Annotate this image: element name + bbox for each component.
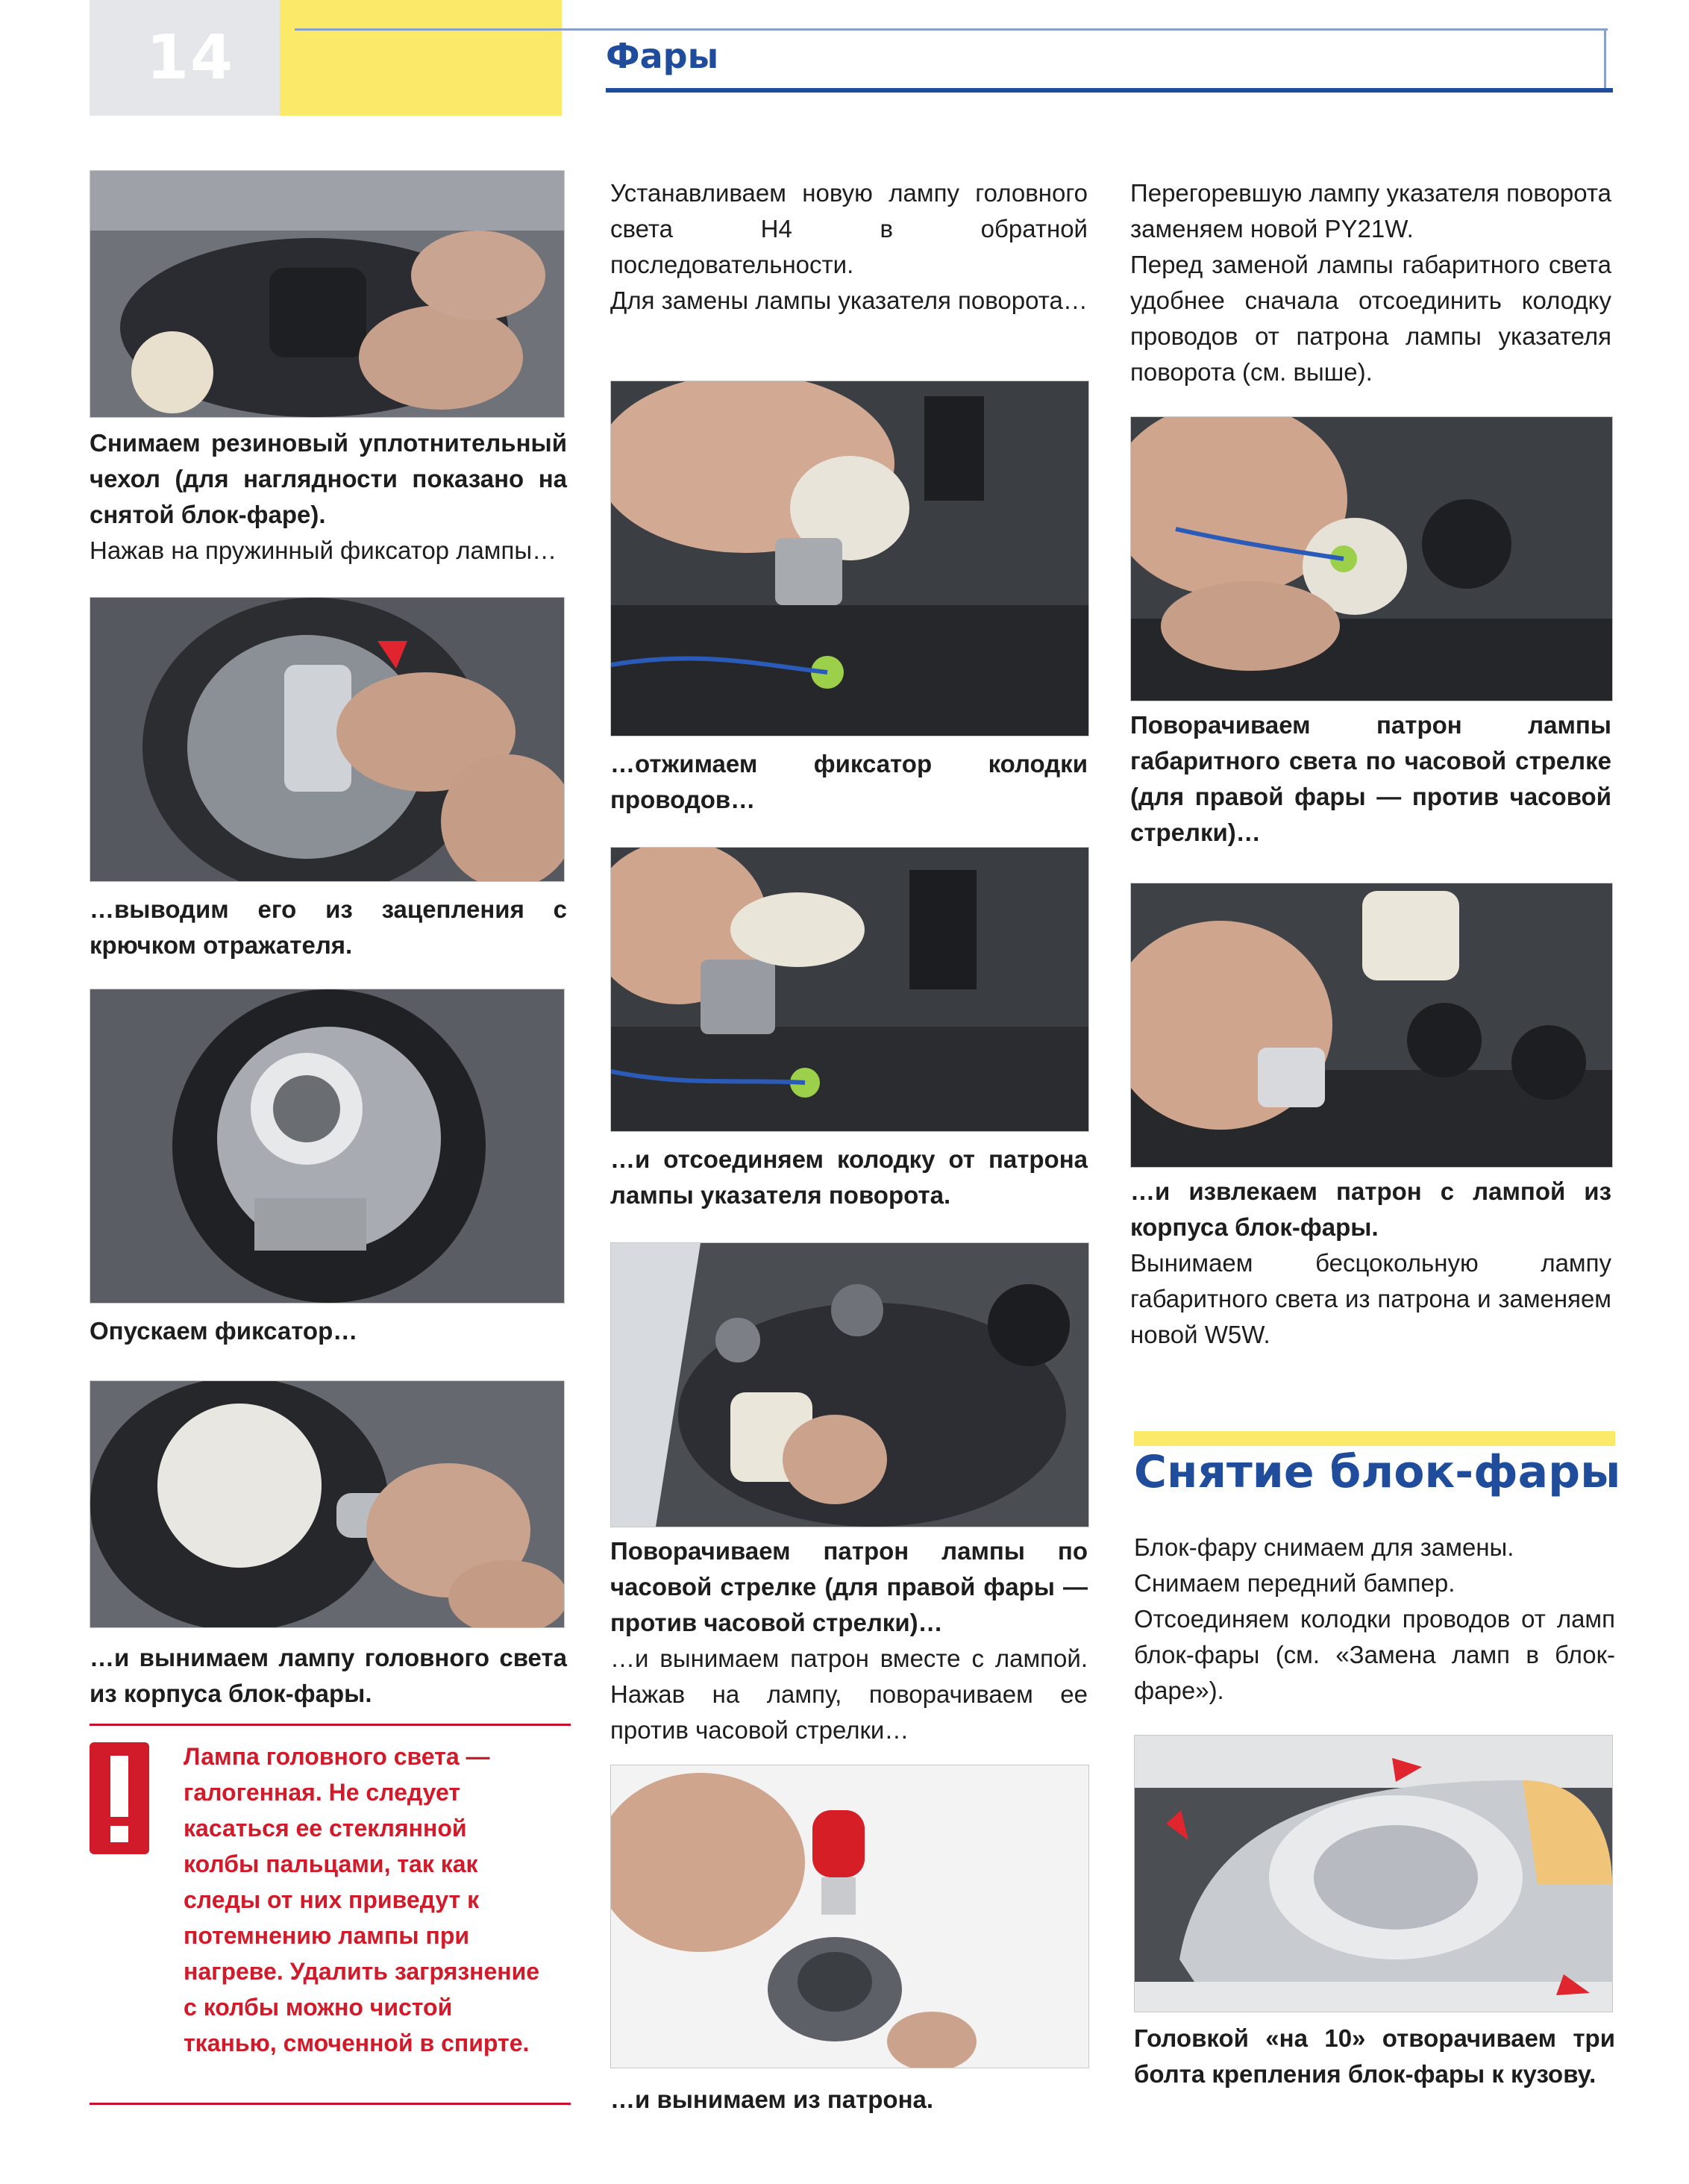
warning-top-rule bbox=[90, 1724, 571, 1726]
photo-press-connector-latch bbox=[610, 381, 1089, 736]
col2-intro-1: Устанавливаем новую лампу головного света H4 в обратной последовательности. bbox=[610, 179, 1088, 278]
col3-intro-2: Перед заменой лампы габаритного света удобнее сначала отсоединить колодку проводов от патрона лампы указателя поворота (см. выше). bbox=[1130, 251, 1611, 386]
col3-caption-2-normal: Вынимаем бесцокольную лампу габаритного света из патрона и заменяем новой W5W. bbox=[1130, 1249, 1611, 1348]
col2-caption-4: …и вынимаем из патрона. bbox=[610, 2086, 934, 2113]
subhead-yellow-bar bbox=[1134, 1431, 1615, 1446]
photo-disconnect-connector bbox=[610, 847, 1089, 1132]
col1-caption-2: …выводим его из зацепления с крючком отражателя. bbox=[90, 895, 567, 959]
header-yellow-band bbox=[280, 0, 562, 116]
photo-lower-clip bbox=[90, 989, 565, 1304]
col1-caption-1-normal: Нажав на пружинный фиксатор лампы… bbox=[90, 536, 557, 564]
col3-caption-3: Головкой «на 10» отворачиваем три болта крепления блок-фары к кузову. bbox=[1134, 2024, 1615, 2088]
col1-caption-1-bold: Снимаем резиновый уплотнительный чехол (для наглядности показано на снятой блок-фаре). bbox=[90, 429, 567, 528]
col2-caption-2: …и отсоединяем колодку от патрона лампы указателя поворота. bbox=[610, 1145, 1088, 1209]
col3-body-3: Отсоединяем колодки проводов от ламп блок-фары (см. «Замена ламп в блок-фаре»). bbox=[1134, 1605, 1615, 1704]
col2-caption-3-normal: …и вынимаем патрон вместе с лампой. Нажав на лампу, поворачиваем ее против часовой стрелки… bbox=[610, 1645, 1088, 1744]
photo-rubber-cover bbox=[90, 170, 565, 418]
section-title: Фары bbox=[606, 36, 719, 76]
col3-caption-1: Поворачиваем патрон лампы габаритного света по часовой стрелке (для правой фары — против часовой стрелки)… bbox=[1130, 711, 1611, 846]
photo-rotate-parking-light-socket bbox=[1130, 416, 1613, 701]
photo-extract-parking-light-socket bbox=[1130, 883, 1613, 1168]
warning-bottom-rule bbox=[90, 2103, 571, 2105]
photo-remove-bulb-from-socket bbox=[610, 1765, 1089, 2068]
header-vertical-rule bbox=[1604, 28, 1606, 93]
col2-intro-2: Для замены лампы указателя поворота… bbox=[610, 287, 1088, 314]
col3-body-2: Снимаем передний бампер. bbox=[1134, 1569, 1455, 1597]
header-thin-rule bbox=[295, 28, 1608, 31]
col2-caption-3-bold: Поворачиваем патрон лампы по часовой стрелке (для правой фары — против часовой стрелки)… bbox=[610, 1537, 1088, 1636]
page-number: 14 bbox=[90, 0, 291, 116]
photo-headlight-bolts bbox=[1134, 1735, 1613, 2012]
col3-caption-2-bold: …и извлекаем патрон с лампой из корпуса блок-фары. bbox=[1130, 1177, 1611, 1241]
col1-caption-3: Опускаем фиксатор… bbox=[90, 1317, 358, 1345]
photo-remove-bulb bbox=[90, 1380, 565, 1628]
photo-lamp-spring-clip bbox=[90, 597, 565, 882]
subhead-title: Снятие блок-фары bbox=[1134, 1446, 1621, 1498]
photo-rotate-turn-signal-socket bbox=[610, 1242, 1089, 1527]
col3-intro-1: Перегоревшую лампу указателя поворота заменяем новой PY21W. bbox=[1130, 179, 1611, 243]
col1-caption-4: …и вынимаем лампу головного света из корпуса блок-фары. bbox=[90, 1644, 567, 1707]
col3-body-1: Блок-фару снимаем для замены. bbox=[1134, 1533, 1514, 1561]
header-rule bbox=[606, 88, 1613, 93]
exclamation-icon bbox=[90, 1742, 149, 1854]
warning-text: Лампа головного света — галогенная. Не следует касаться ее стеклянной колбы пальцами, так как следы от них приведут к потемнению лампы при нагреве. Удалить загрязнение с колбы можно чистой тканью, смоченной в спирте. bbox=[184, 1743, 540, 2056]
col2-caption-1: …отжимаем фиксатор колодки проводов… bbox=[610, 750, 1088, 813]
